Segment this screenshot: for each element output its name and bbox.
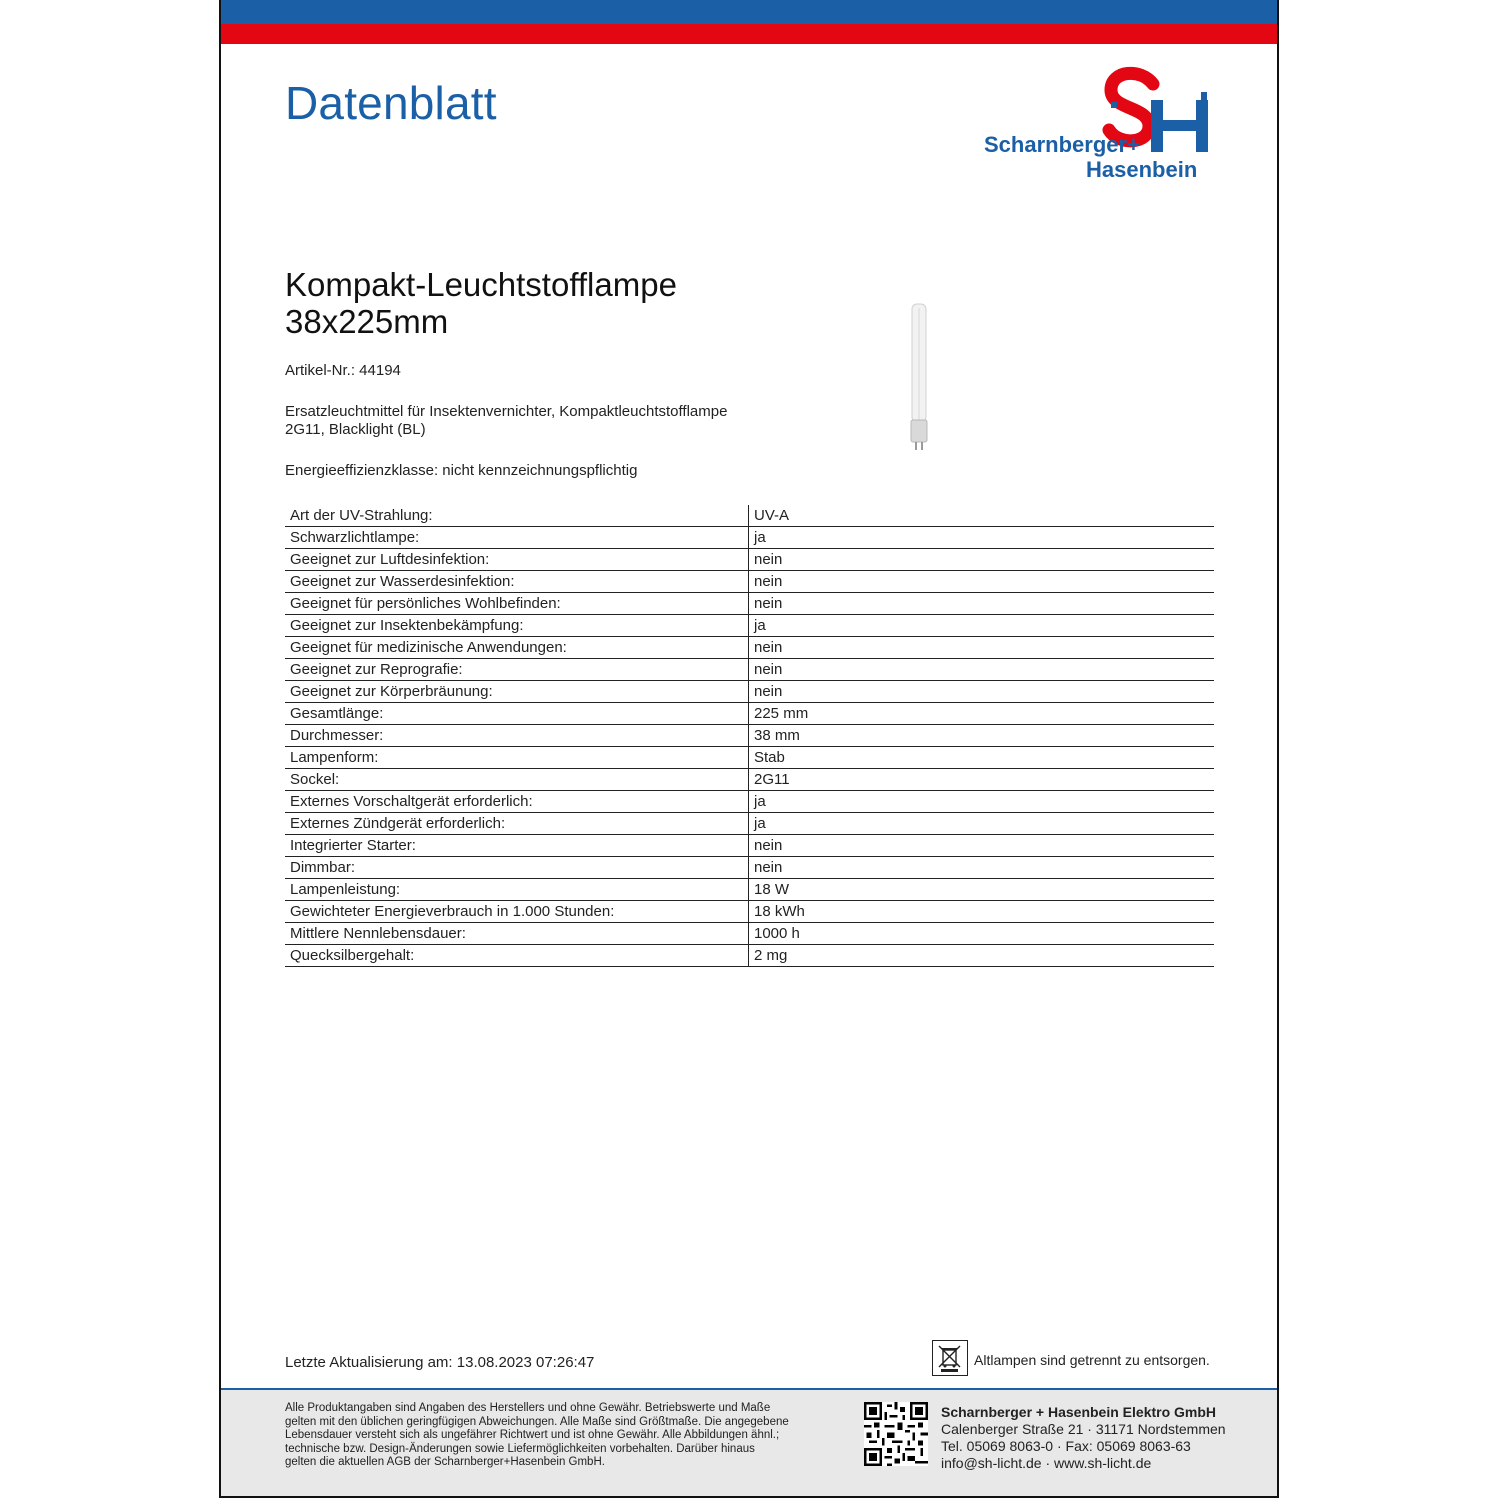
description-line2: 2G11, Blacklight (BL) bbox=[285, 421, 426, 438]
spec-label: Dimmbar: bbox=[285, 857, 749, 879]
header-blue-stripe bbox=[221, 0, 1277, 24]
company-phone: Tel. 05069 8063-0 · Fax: 05069 8063-63 bbox=[941, 1438, 1191, 1454]
spec-label: Externes Zündgerät erforderlich: bbox=[285, 813, 749, 835]
spec-value: nein bbox=[749, 637, 1215, 659]
spec-label: Geeignet zur Insektenbekämpfung: bbox=[285, 615, 749, 637]
spec-row bbox=[285, 835, 1214, 857]
footer bbox=[221, 1388, 1277, 1498]
spec-row bbox=[285, 857, 1214, 879]
lamp-image bbox=[909, 302, 929, 452]
spec-label: Integrierter Starter: bbox=[285, 835, 749, 857]
last-update: Letzte Aktualisierung am: 13.08.2023 07:26:47 bbox=[285, 1354, 595, 1371]
specs-table bbox=[285, 505, 1214, 967]
spec-value: nein bbox=[749, 681, 1215, 703]
disclaimer-line: gelten die aktuellen AGB der Scharnberger+Hasenbein GmbH. bbox=[285, 1456, 605, 1468]
spec-row bbox=[285, 681, 1214, 703]
spec-row bbox=[285, 901, 1214, 923]
company-contact bbox=[941, 1404, 1226, 1472]
spec-label: Sockel: bbox=[285, 769, 749, 791]
spec-row bbox=[285, 637, 1214, 659]
spec-value: nein bbox=[749, 835, 1215, 857]
legal-disclaimer bbox=[285, 1402, 845, 1470]
company-name: Scharnberger + Hasenbein Elektro GmbH bbox=[941, 1404, 1217, 1420]
spec-value: 18 kWh bbox=[749, 901, 1215, 923]
spec-value: ja bbox=[749, 527, 1215, 549]
company-logo bbox=[971, 62, 1221, 187]
spec-label: Lampenleistung: bbox=[285, 879, 749, 901]
spec-row bbox=[285, 549, 1214, 571]
product-title-line1: Kompakt-Leuchtstofflampe bbox=[285, 266, 677, 303]
product-title-line2: 38x225mm bbox=[285, 303, 449, 340]
spec-value: UV-A bbox=[749, 505, 1215, 527]
spec-row bbox=[285, 879, 1214, 901]
spec-value: 38 mm bbox=[749, 725, 1215, 747]
disposal-note: Altlampen sind getrennt zu entsorgen. bbox=[974, 1352, 1210, 1368]
spec-label: Geeignet für medizinische Anwendungen: bbox=[285, 637, 749, 659]
spec-value: nein bbox=[749, 593, 1215, 615]
description-line1: Ersatzleuchtmittel für Insektenvernichter, Kompaktleuchtstofflampe bbox=[285, 403, 728, 420]
company-web[interactable]: info@sh-licht.de · www.sh-licht.de bbox=[941, 1455, 1152, 1471]
spec-label: Quecksilbergehalt: bbox=[285, 945, 749, 967]
spec-value: nein bbox=[749, 659, 1215, 681]
spec-value: nein bbox=[749, 571, 1215, 593]
page-title: Datenblatt bbox=[285, 77, 497, 129]
datasheet-page bbox=[219, 0, 1279, 1498]
spec-label: Gesamtlänge: bbox=[285, 703, 749, 725]
spec-label: Geeignet zur Reprografie: bbox=[285, 659, 749, 681]
disclaimer-line: technische bzw. Design-Änderungen sowie Liefermöglichkeiten vorbehalten. Darüber hinaus bbox=[285, 1442, 755, 1455]
spec-label: Geeignet zur Luftdesinfektion: bbox=[285, 549, 749, 571]
spec-row bbox=[285, 747, 1214, 769]
spec-label: Geeignet zur Wasserdesinfektion: bbox=[285, 571, 749, 593]
spec-row bbox=[285, 593, 1214, 615]
spec-label: Art der UV-Strahlung: bbox=[285, 505, 749, 527]
disclaimer-line: gelten mit den üblichen geringfügigen Abweichungen. Alle Maße sind Größtmaße. Die angegebene bbox=[285, 1415, 789, 1428]
company-address: Calenberger Straße 21 · 31171 Nordstemmen bbox=[941, 1421, 1226, 1437]
spec-row bbox=[285, 769, 1214, 791]
qr-code-icon[interactable] bbox=[864, 1402, 928, 1466]
article-number: Artikel-Nr.: 44194 bbox=[285, 362, 401, 379]
spec-value: nein bbox=[749, 857, 1215, 879]
spec-value: Stab bbox=[749, 747, 1215, 769]
spec-label: Externes Vorschaltgerät erforderlich: bbox=[285, 791, 749, 813]
header-red-stripe bbox=[221, 24, 1277, 44]
spec-value: 18 W bbox=[749, 879, 1215, 901]
spec-value: ja bbox=[749, 813, 1215, 835]
spec-value: ja bbox=[749, 615, 1215, 637]
spec-row bbox=[285, 945, 1214, 967]
spec-label: Gewichteter Energieverbrauch in 1.000 Stunden: bbox=[285, 901, 749, 923]
disclaimer-line: Lebensdauer versteht sich als ungefährer Richtwert und ist ohne Gewähr. Alle Abbildungen ähnl.; bbox=[285, 1429, 780, 1441]
spec-row bbox=[285, 725, 1214, 747]
spec-row bbox=[285, 923, 1214, 945]
energy-class: Energieeffizienzklasse: nicht kennzeichnungspflichtig bbox=[285, 462, 638, 479]
spec-row bbox=[285, 659, 1214, 681]
spec-label: Geeignet für persönliches Wohlbefinden: bbox=[285, 593, 749, 615]
disclaimer-line: Alle Produktangaben sind Angaben des Herstellers und ohne Gewähr. Betriebswerte und Maße bbox=[285, 1402, 771, 1414]
logo-text-line1: Scharnberger+ bbox=[984, 132, 1140, 157]
spec-value: 225 mm bbox=[749, 703, 1215, 725]
spec-label: Lampenform: bbox=[285, 747, 749, 769]
spec-value: 1000 h bbox=[749, 923, 1215, 945]
spec-value: 2 mg bbox=[749, 945, 1215, 967]
product-title bbox=[285, 266, 677, 340]
spec-label: Schwarzlichtlampe: bbox=[285, 527, 749, 549]
spec-row bbox=[285, 813, 1214, 835]
spec-row bbox=[285, 571, 1214, 593]
crossed-bin-icon bbox=[932, 1340, 968, 1376]
logo-text-line2: Hasenbein bbox=[1086, 157, 1198, 182]
spec-row bbox=[285, 615, 1214, 637]
spec-label: Durchmesser: bbox=[285, 725, 749, 747]
spec-value: 2G11 bbox=[749, 769, 1215, 791]
spec-row bbox=[285, 527, 1214, 549]
spec-row bbox=[285, 791, 1214, 813]
spec-row bbox=[285, 703, 1214, 725]
spec-label: Geeignet zur Körperbräunung: bbox=[285, 681, 749, 703]
spec-row bbox=[285, 505, 1214, 527]
spec-label: Mittlere Nennlebensdauer: bbox=[285, 923, 749, 945]
spec-value: nein bbox=[749, 549, 1215, 571]
spec-value: ja bbox=[749, 791, 1215, 813]
